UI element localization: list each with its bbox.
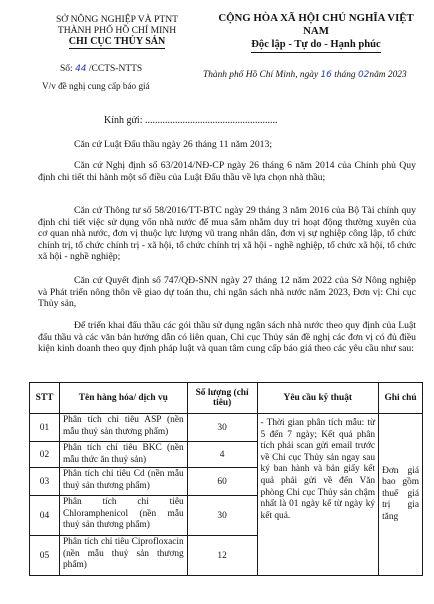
agency-header	[22, 14, 212, 49]
document-number: Số: 44 /CCTS-NTTS	[60, 64, 143, 74]
row-name: Phân tích chỉ tiêu ASP (nền mẫu thuỷ sản thương phẩm)	[59, 414, 187, 442]
handwritten-month: 02	[357, 70, 370, 80]
parent-agency-line2: THÀNH PHỐ HỒ CHÍ MINH	[57, 25, 177, 36]
recipient-line: Kính gửi: .....................................................	[104, 115, 278, 126]
row-stt: 04	[30, 496, 60, 536]
document-subject: V/v đề nghị cung cấp báo giá	[42, 81, 150, 91]
col-header-qty: Số lượng (chỉ tiêu)	[187, 383, 257, 414]
national-header	[205, 12, 427, 53]
row-stt: 01	[30, 414, 60, 442]
note-cell: Đơn giá bao gồm thuế giá trị gia tăng	[379, 414, 423, 576]
technical-requirement: - Thời gian phân tích mẫu: từ 5 đến 7 ngày; Kết quả phân tích phải scan gửi email trước về Chi cục Thủy sản ngay sau ký ban hành và bản giấy kết quả phải gửi về đến Văn phòng Chi cục Thủy sản chậm nhất là 01 ngày kể từ ngày ký kết quả.	[257, 414, 379, 576]
row-stt: 02	[30, 442, 60, 468]
row-name: Phân tích chỉ tiêu Chloramphenicol (nền mẫu thuỷ sản thương phẩm)	[59, 496, 187, 536]
table-header-row	[30, 383, 423, 414]
row-qty: 30	[187, 414, 257, 442]
col-header-stt: STT	[30, 383, 60, 414]
row-qty: 12	[187, 536, 257, 576]
handwritten-number: 44	[75, 64, 87, 74]
row-stt: 05	[30, 536, 60, 576]
quotation-table	[29, 382, 423, 576]
date-line: Thành phố Hồ Chí Minh, ngày 16 tháng 02năm 2023	[203, 70, 407, 80]
parent-agency-line1: SỞ NÔNG NGHIỆP VÀ PTNT	[55, 14, 179, 25]
paragraph-5: Để triển khai đấu thầu các gói thầu sử dụng ngân sách nhà nước theo quy định của Luật đấu thầu và các văn bản hướng dẫn có liên quan, Chi cục Thủy sản đề nghị các đơn vị có đủ điều kiện kinh doanh theo quy định pháp luật và quan tâm cung cấp báo giá theo các yêu cầu như sau:	[38, 320, 416, 355]
table-row	[30, 414, 423, 442]
paragraph-3: Căn cứ Thông tư số 58/2016/TT-BTC ngày 29 tháng 3 năm 2016 của Bộ Tài chính quy định chi tiết việc sử dụng vốn nhà nước để mua sắm nhằm duy trì hoạt động thường xuyên của cơ quan nhà nước, đơn vị thuộc lực lượng vũ trang nhân dân, đơn vị sự nghiệp công lập, tổ chức chính trị, tổ chức chính trị - xã hội, tổ chức chính trị xã hội - nghề nghiệp, tổ chức xã hội, tổ chức xã hội - nghề nghiệp;	[38, 205, 416, 263]
row-qty: 60	[187, 468, 257, 496]
row-name: Phân tích chỉ tiêu BKC (nền mẫu thức ăn thuỷ sản)	[59, 442, 187, 468]
row-name: Phân tích chỉ tiêu Ciprofloxacin (nền mẫu thuỷ sản thương phẩm)	[59, 536, 187, 576]
national-motto: Độc lập - Tự do - Hạnh phúc	[251, 38, 381, 53]
paragraph-2: Căn cứ Nghị định số 63/2014/NĐ-CP ngày 26 tháng 6 năm 2014 của Chính phủ Quy định chi tiết thi hành một số điều của Luật Đấu thầu về lựa chọn nhà thầu;	[38, 160, 416, 183]
agency-name: CHI CỤC THỦY SẢN	[68, 36, 166, 47]
row-qty: 30	[187, 496, 257, 536]
handwritten-day: 16	[320, 70, 332, 80]
col-header-name: Tên hàng hóa/ dịch vụ	[59, 383, 187, 414]
row-name: Phân tích chỉ tiêu Cd (nền mẫu thuỷ sản thương phẩm)	[59, 468, 187, 496]
col-header-requirement: Yêu cầu kỹ thuật	[257, 383, 379, 414]
paragraph-4: Căn cứ Quyết định số 747/QĐ-SNN ngày 27 tháng 12 năm 2022 của Sở Nông nghiệp và Phát triển nông thôn về giao dự toán thu, chi ngân sách nhà nước năm 2023, Đơn vị: Chi cục Thủy sản,	[38, 275, 416, 310]
col-header-note: Ghi chú	[379, 383, 423, 414]
row-stt: 03	[30, 468, 60, 496]
national-title: CỘNG HÒA XÃ HỘI CHỦ NGHĨA VIỆT NAM	[218, 12, 414, 37]
row-qty: 4	[187, 442, 257, 468]
paragraph-1: Căn cứ Luật Đấu thầu ngày 26 tháng 11 năm 2013;	[74, 139, 273, 150]
